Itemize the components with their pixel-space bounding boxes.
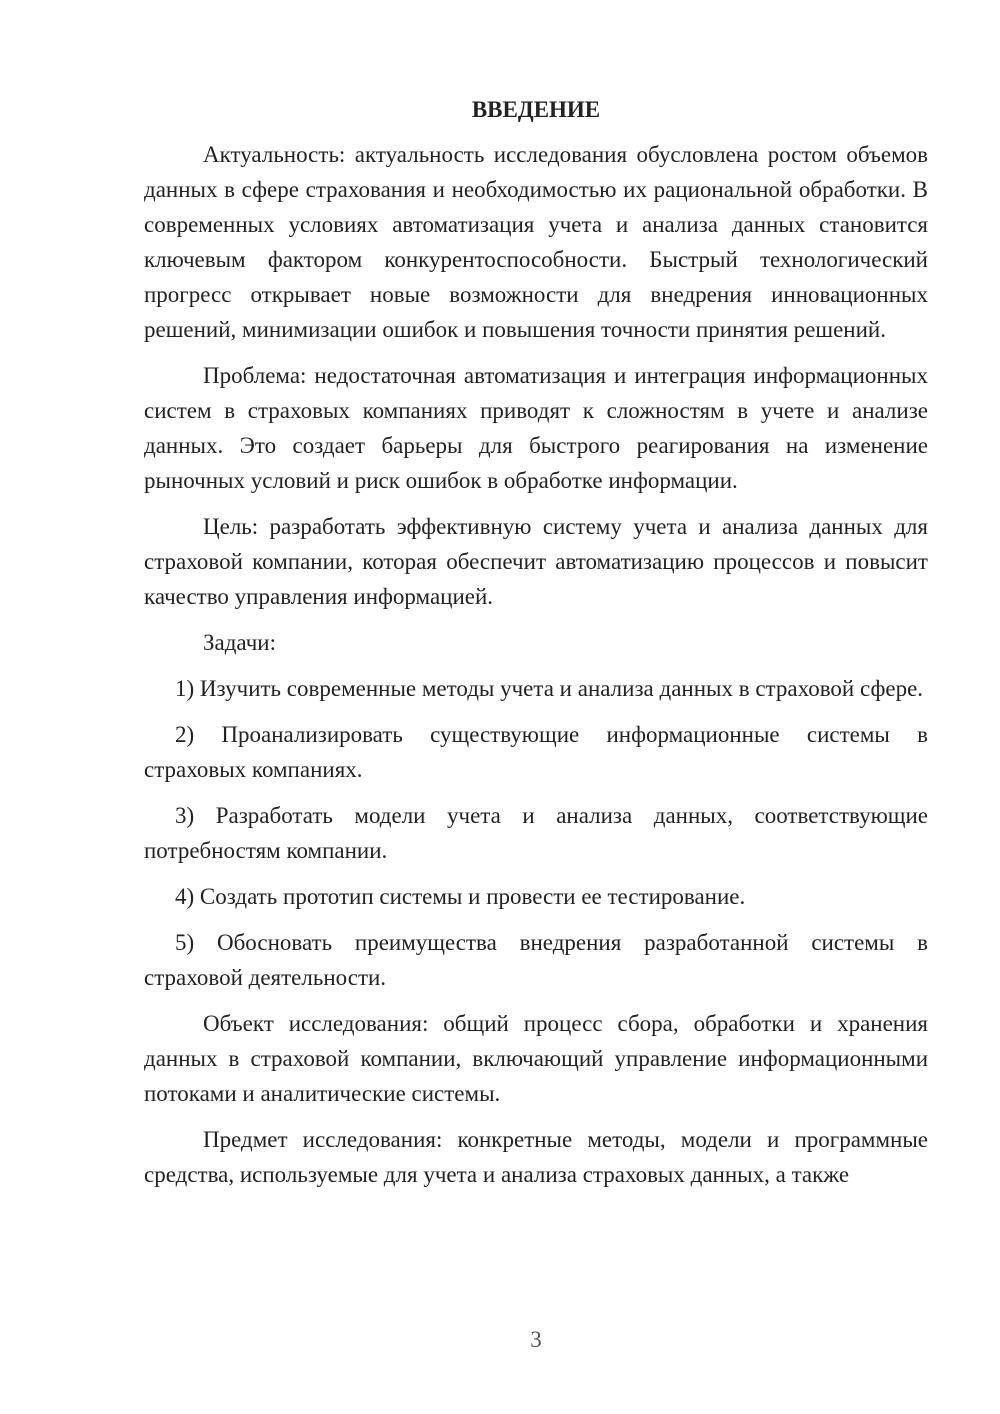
task-item-2: 2) Проанализировать существующие информационные системы в страховых компаниях. — [144, 722, 928, 782]
page-content — [144, 92, 928, 1203]
tasks-heading: Задачи: — [203, 630, 276, 655]
paragraph-object: Объект исследования: общий процесс сбора, обработки и хранения данных в страховой компании, включающий управление информационными потоками и аналитические системы. — [144, 1011, 928, 1106]
task-item-4: 4) Создать прототип системы и провести ее тестирование. — [175, 884, 746, 909]
paragraph-goal: Цель: разработать эффективную систему учета и анализа данных для страховой компании, которая обеспечит автоматизацию процессов и повысит качество управления информацией. — [144, 514, 928, 609]
task-item-3: 3) Разработать модели учета и анализа данных, соответствующие потребностям компании. — [144, 803, 928, 863]
paragraph-problem: Проблема: недостаточная автоматизация и интеграция информационных систем в страховых компаниях приводят к сложностям в учете и анализе данных. Это создает барьеры для быстрого реагирования на изменение рыночных условий и риск ошибок в обработке информации. — [144, 363, 928, 493]
paragraph-relevance: Актуальность: актуальность исследования обусловлена ростом объемов данных в сфере страхования и необходимостью их рациональной обработки. В современных условиях автоматизация учета и анализа данных становится ключевым фактором конкурентоспособности. Быстрый технологический прогресс открывает новые возможности для внедрения инновационных решений, минимизации ошибок и повышения точности принятия решений. — [144, 142, 928, 342]
paragraph-subject: Предмет исследования: конкретные методы, модели и программные средства, используемые для учета и анализа страховых данных, а также — [144, 1127, 928, 1187]
page-number: 3 — [530, 1327, 542, 1352]
task-item-1: 1) Изучить современные методы учета и анализа данных в страховой сфере. — [175, 676, 924, 701]
task-item-5: 5) Обосновать преимущества внедрения разработанной системы в страховой деятельности. — [144, 930, 928, 990]
page-title: ВВЕДЕНИЕ — [471, 97, 601, 122]
